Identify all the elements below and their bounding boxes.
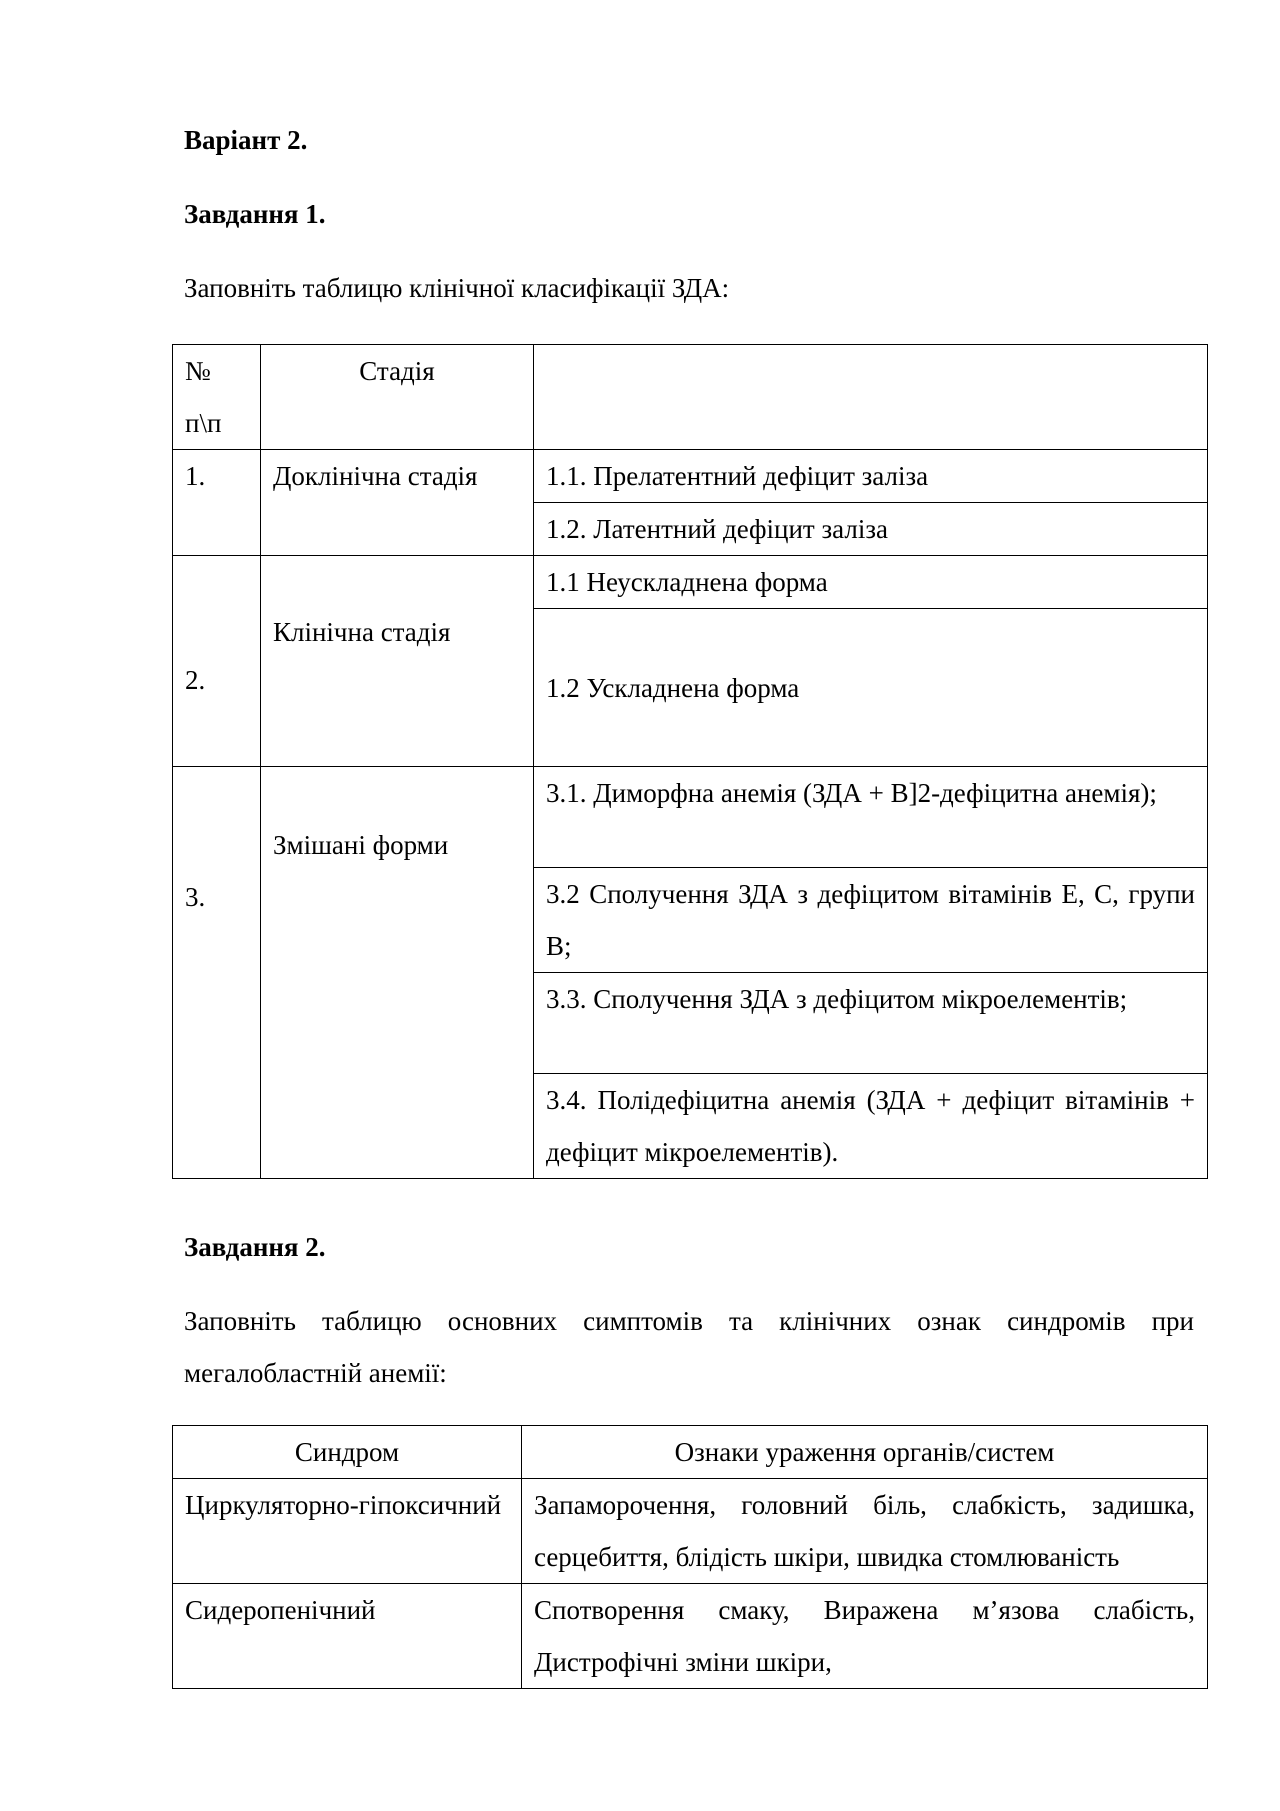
- row3-number: 3.: [173, 767, 261, 1179]
- row3-item4: 3.4. Полідефіцитна анемія (ЗДА + дефіцит вітамінів + дефіцит мікроелементів).: [534, 1074, 1208, 1179]
- row3-item1: 3.1. Диморфна анемія (ЗДА + В]2-дефіцитна анемія);: [534, 767, 1208, 868]
- table-row: [173, 1584, 1208, 1689]
- row2-item2: 1.2 Ускладнена форма: [534, 609, 1208, 767]
- syndrome-signs: Запаморочення, головний біль, слабкість, задишка, серцебиття, блідість шкіри, швидка стомлюваність: [522, 1479, 1208, 1584]
- variant-heading: Варіант 2.: [184, 125, 308, 155]
- header-signs: Ознаки ураження органів/систем: [522, 1426, 1208, 1479]
- table-row: [173, 767, 1208, 868]
- syndrome-signs: Спотворення смаку, Виражена м’язова слабість, Дистрофічні зміни шкіри,: [522, 1584, 1208, 1689]
- header-syndrome: Синдром: [173, 1426, 522, 1479]
- task1-instruction: Заповніть таблицю клінічної класифікації ЗДА:: [184, 273, 730, 303]
- row3-item2: 3.2 Сполучення ЗДА з дефіцитом вітамінів Е, С, групи В;: [534, 868, 1208, 973]
- table-row: [173, 556, 1208, 609]
- table-header-row: [173, 345, 1208, 450]
- row1-item1: 1.1. Прелатентний дефіцит заліза: [534, 450, 1208, 503]
- row2-item1: 1.1 Неускладнена форма: [534, 556, 1208, 609]
- row2-number: 2.: [173, 556, 261, 767]
- header-details: [534, 345, 1208, 450]
- task1-heading: Завдання 1.: [184, 199, 326, 229]
- row1-stage: Доклінічна стадія: [261, 450, 534, 556]
- syndrome-name: Сидеропенічний: [173, 1584, 522, 1689]
- header-stage: Стадія: [261, 345, 534, 450]
- row1-number: 1.: [173, 450, 261, 556]
- task2-heading: Завдання 2.: [184, 1232, 326, 1262]
- task2-instruction: Заповніть таблицю основних симптомів та клінічних ознак синдромів при мегалобластній анемії:: [184, 1306, 1194, 1388]
- header-number: № п\п: [173, 345, 261, 450]
- table-row: [173, 1479, 1208, 1584]
- classification-table: [172, 344, 1208, 1179]
- row3-stage: Змішані форми: [261, 767, 534, 1179]
- table-header-row: [173, 1426, 1208, 1479]
- row1-item2: 1.2. Латентний дефіцит заліза: [534, 503, 1208, 556]
- syndrome-name: Циркуляторно-гіпоксичний: [173, 1479, 522, 1584]
- row2-stage: Клінічна стадія: [261, 556, 534, 767]
- row3-item3: 3.3. Сполучення ЗДА з дефіцитом мікроелементів;: [534, 973, 1208, 1074]
- syndrome-table: [172, 1425, 1208, 1689]
- table-row: [173, 450, 1208, 503]
